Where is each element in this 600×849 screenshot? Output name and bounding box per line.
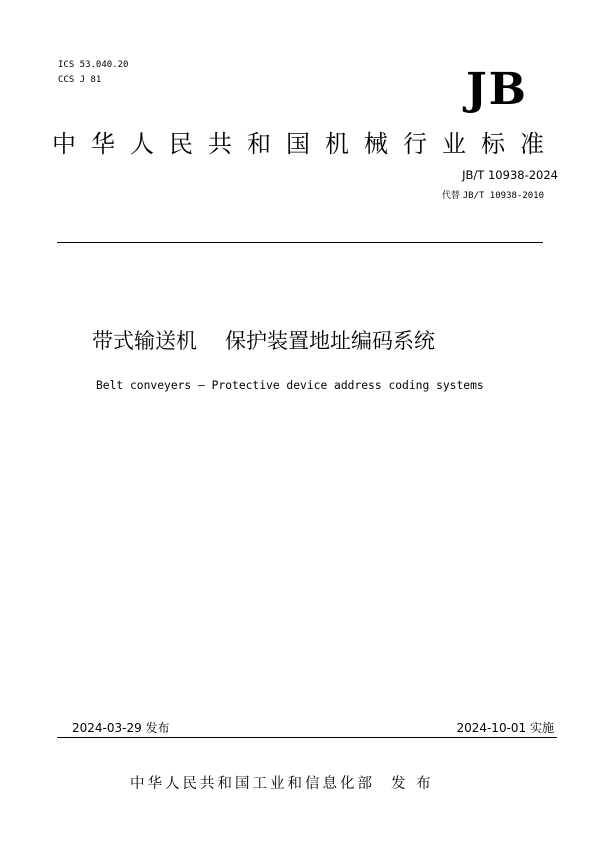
implementation-date: 2024-10-01 实施 bbox=[456, 721, 554, 735]
standard-type-heading: 中华人民共和国机械行业标准 bbox=[52, 130, 559, 158]
classification-codes bbox=[58, 58, 128, 88]
top-divider bbox=[57, 242, 543, 243]
title-english: Belt conveyers — Protective device address coding systems bbox=[96, 379, 484, 392]
issue-date: 2024-03-29 发布 bbox=[72, 721, 170, 735]
replaces-label: 代替 bbox=[441, 191, 460, 201]
ccs-code: CCS J 81 bbox=[58, 75, 102, 85]
title-chinese bbox=[92, 326, 435, 356]
publisher-action: 发 布 bbox=[391, 776, 434, 792]
standard-number: JB/T 10938-2024 bbox=[462, 168, 558, 182]
publisher-line bbox=[130, 772, 434, 793]
publisher-name: 中华人民共和国工业和信息化部 bbox=[130, 776, 375, 792]
title-cn-part1: 带式输送机 bbox=[92, 329, 197, 353]
bottom-divider bbox=[57, 737, 557, 738]
replaces-code: JB/T 10938-2010 bbox=[462, 191, 544, 201]
jb-logo: JB bbox=[465, 64, 528, 115]
replaces-line bbox=[442, 188, 544, 201]
ics-code: ICS 53.040.20 bbox=[58, 60, 129, 70]
title-cn-part2: 保护装置地址编码系统 bbox=[225, 329, 435, 353]
